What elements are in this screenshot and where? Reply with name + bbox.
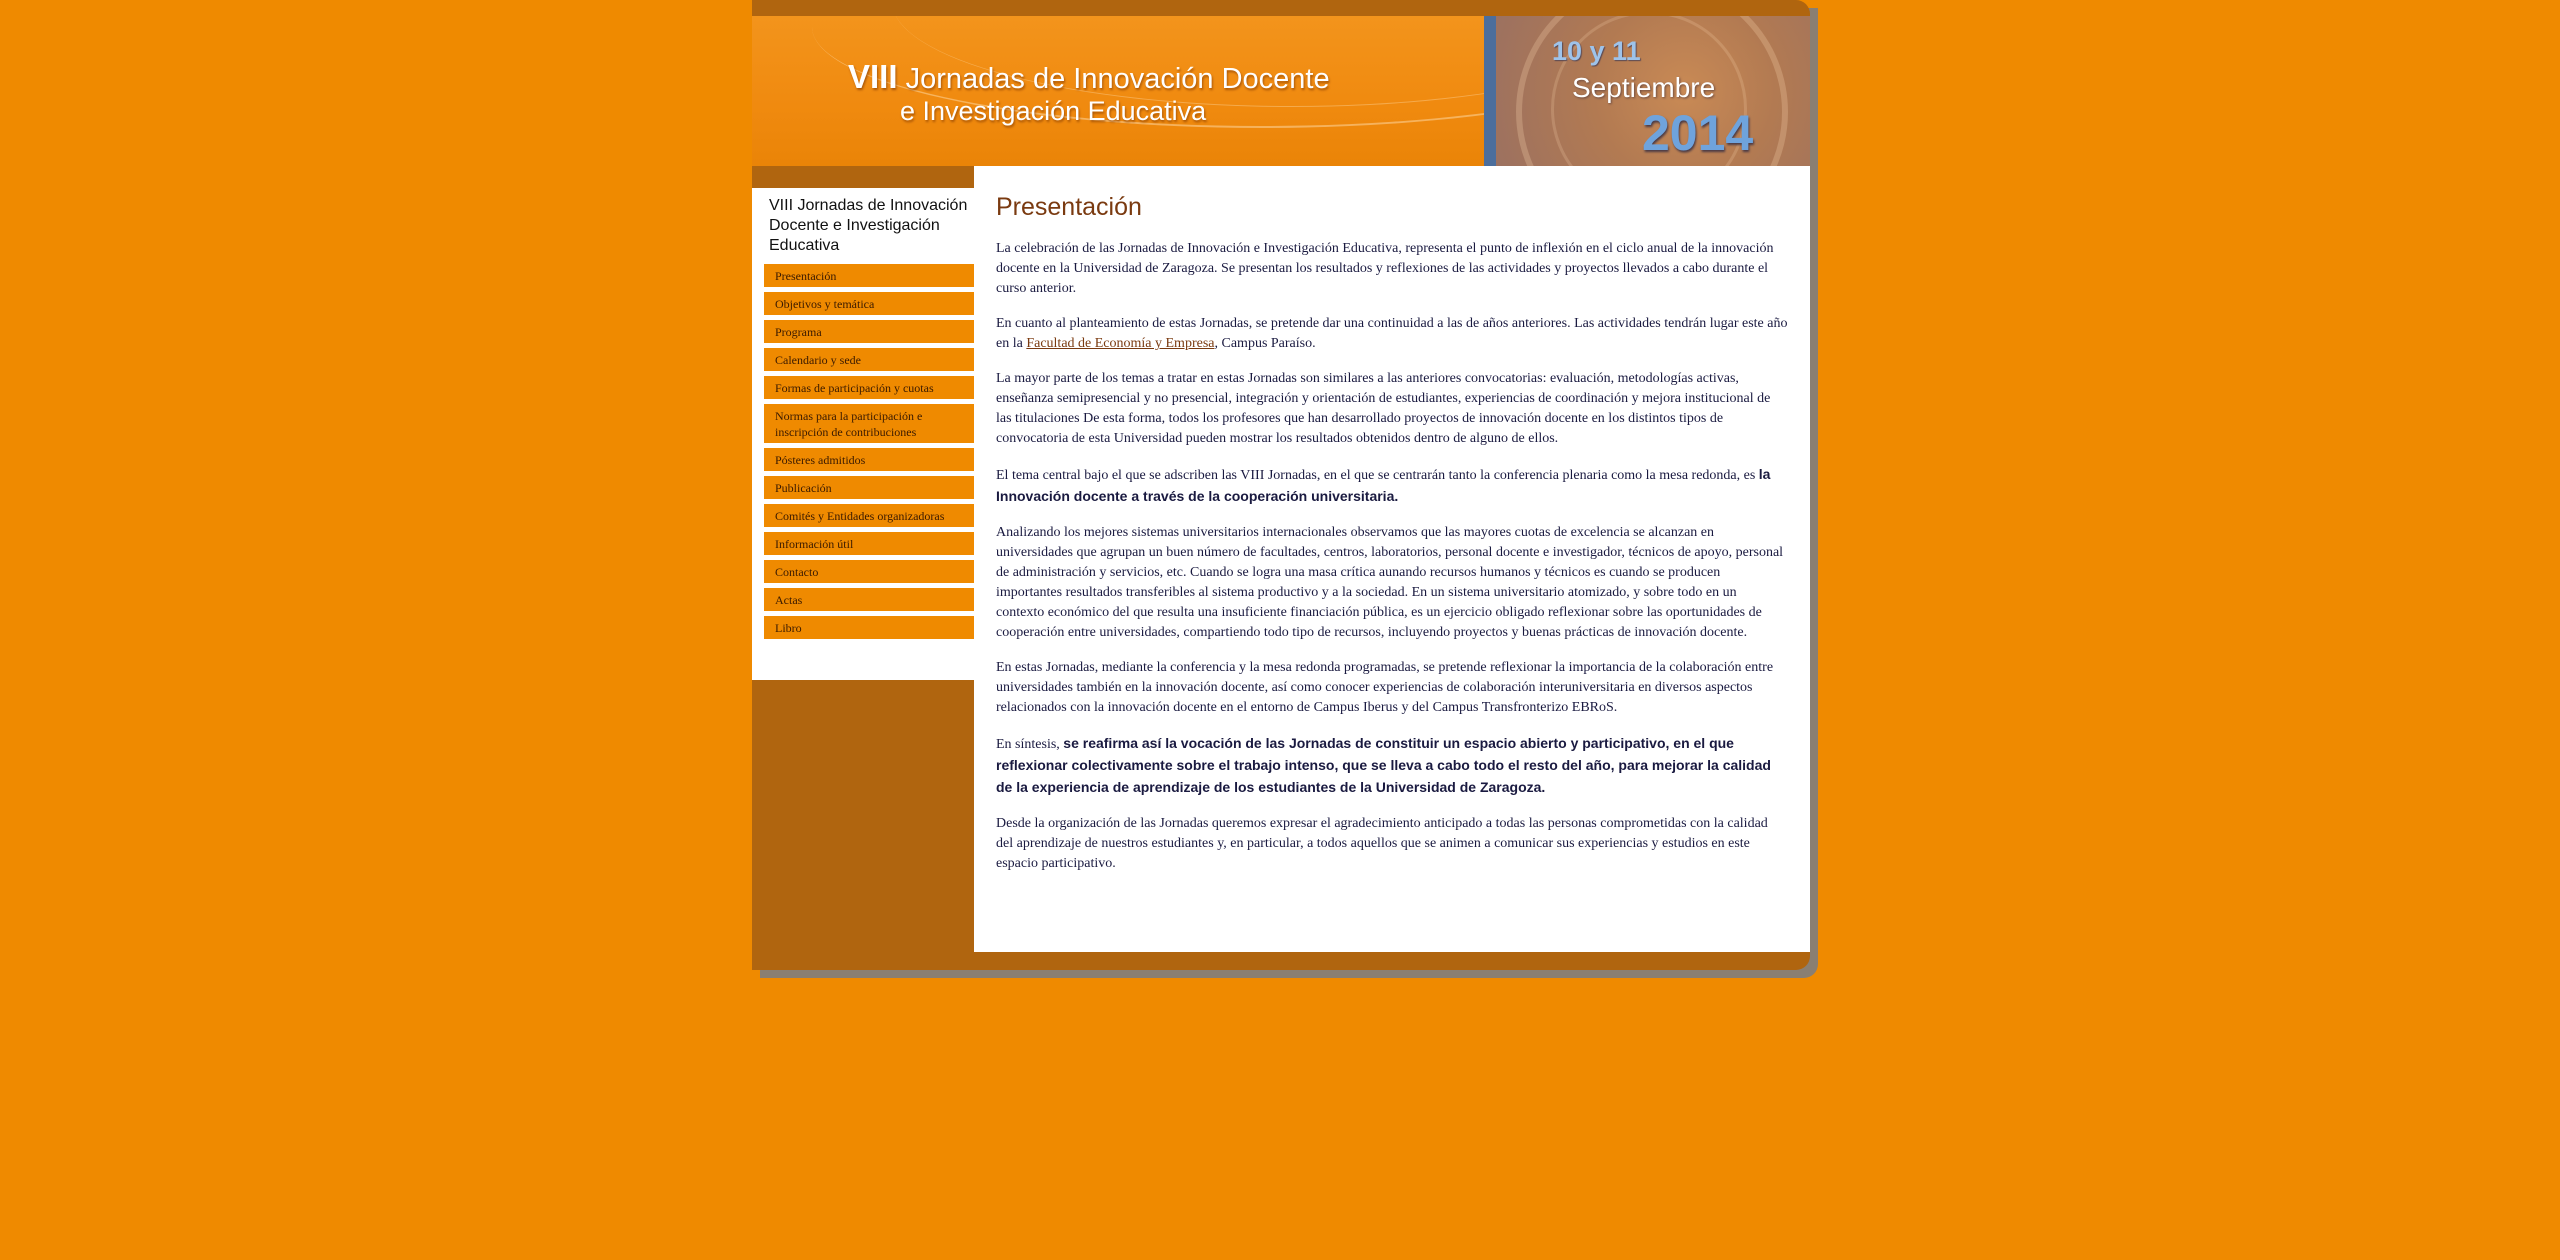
banner-title-line-1 [848, 58, 1330, 96]
paragraph-text: En síntesis, [996, 737, 1064, 752]
menu-item-actas[interactable]: Actas [764, 588, 974, 611]
menu-item-contacto[interactable]: Contacto [764, 560, 974, 583]
menu-item-programa[interactable]: Programa [764, 320, 974, 343]
menu-item-calendario[interactable]: Calendario y sede [764, 348, 974, 371]
banner-title-line-2: e Investigación Educativa [900, 96, 1207, 126]
banner-title-text: Jornadas de Innovación Docente [905, 63, 1330, 95]
venue-link[interactable]: Facultad de Economía y Empresa [1026, 336, 1215, 351]
sidebar-menu [764, 264, 974, 644]
menu-item-normas[interactable]: Normas para la participación e inscripción de contribuciones [764, 404, 974, 443]
sidebar [752, 188, 974, 680]
menu-item-formas-participacion[interactable]: Formas de participación y cuotas [764, 376, 974, 399]
menu-item-comites[interactable]: Comités y Entidades organizadoras [764, 504, 974, 527]
sidebar-title: VIII Jornadas de Innovación Docente e Investigación Educativa [769, 197, 968, 254]
menu-item-posteres[interactable]: Pósteres admitidos [764, 448, 974, 471]
paragraph-text: El tema central bajo el que se adscriben las VIII Jornadas, en el que se centrarán tanto la conferencia plenaria como la mesa redonda, es [996, 468, 1759, 483]
paragraph-topics: La mayor parte de los temas a tratar en estas Jornadas son similares a las anteriores convocatorias: evaluación, metodologías activas, enseñanza semipresencial y no presencial, integración y orientación de estudiantes, experiencias de coordinación y mejora institucional de las titulaciones De esta forma, todos los profesores que han desarrollado proyectos de innovación docente en los distintos tipos de convocatoria de esta Universidad pueden mostrar los resultados obtenidos dentro de alguno de ellos. [996, 371, 1771, 446]
highlighted-text: se reafirma así la vocación de las Jornadas de constituir un espacio abierto y participativo, en el que reflexionar colectivamente sobre el trabajo intenso, que se lleva a cabo todo el resto del año, para mejorar la calidad de la experiencia de aprendizaje de los estudiantes de la Universidad de Zaragoza. [996, 735, 1771, 795]
banner-date-days: 10 y 11 [1552, 36, 1641, 66]
paragraph-thanks: Desde la organización de las Jornadas queremos expresar el agradecimiento anticipado a todas las personas comprometidas con la calidad del aprendizaje de nuestros estudiantes y, en particular, a todos aquellos que se animen a comunicar sus experiencias y estudios en este espacio participativo. [996, 816, 1768, 871]
paragraph-synthesis [996, 733, 1788, 799]
header-banner [752, 16, 1810, 166]
highlighted-text: la Innovación docente a través de la cooperación universitaria. [996, 466, 1771, 504]
menu-item-informacion[interactable]: Información útil [764, 532, 974, 555]
menu-item-presentacion[interactable]: Presentación [764, 264, 974, 287]
banner-date-month: Septiembre [1572, 72, 1716, 103]
menu-item-publicacion[interactable]: Publicación [764, 476, 974, 499]
paragraph-venue [996, 314, 1788, 354]
banner-stripe [1484, 16, 1496, 166]
banner-date-year: 2014 [1642, 105, 1754, 161]
page-title: Presentación [996, 193, 1142, 221]
paragraph-intro: La celebración de las Jornadas de Innovación e Investigación Educativa, representa el punto de inflexión en el ciclo anual de la innovación docente en la Universidad de Zaragoza. Se presentan los resultados y reflexiones de las actividades y proyectos llevados a cabo durante el curso anterior. [996, 241, 1774, 296]
content-body [996, 192, 1788, 889]
paragraph-collaboration: En estas Jornadas, mediante la conferencia y la mesa redonda programadas, se pretende reflexionar la importancia de la colaboración entre universidades también en la innovación docente, así como conocer experiencias de colaboración interuniversitaria en diversos aspectos relacionados con la innovación docente en el entorno de Campus Iberus y del Campus Transfronterizo EBRoS. [996, 660, 1774, 715]
banner-roman-numeral: VIII [848, 58, 898, 95]
page-frame [752, 0, 1810, 970]
page-wrapper [752, 0, 1810, 978]
menu-item-libro[interactable]: Libro [764, 616, 974, 639]
paragraph-text: En cuanto al planteamiento de estas Jornadas, se pretende dar una continuidad a las de años anteriores. Las actividades tendrán lugar este año en la [996, 316, 1788, 351]
paragraph-central-theme [996, 464, 1788, 508]
paragraph-analysis: Analizando los mejores sistemas universitarios internacionales observamos que las mayores cuotas de excelencia se alcanzan en universidades que agrupan un buen número de facultades, centros, laboratorios, personal docente e investigador, técnicos de apoyo, personal de administración y servicios, etc. Cuando se logra una masa crítica aunando recursos humanos y técnicos es cuando se producen importantes resultados transferibles al sistema productivo y a la sociedad. En un sistema universitario atomizado, y sobre todo en un contexto económico del que resulta una insuficiente financiación pública, es un ejercicio obligado reflexionar sobre las oportunidades de cooperación entre universidades, compartiendo todo tipo de recursos, incluyendo proyectos y buenas prácticas de innovación docente. [996, 525, 1784, 640]
main-content [974, 166, 1810, 952]
university-seal-image [1496, 16, 1810, 166]
paragraph-text: , Campus Paraíso. [1214, 336, 1316, 351]
menu-item-objetivos[interactable]: Objetivos y temática [764, 292, 974, 315]
